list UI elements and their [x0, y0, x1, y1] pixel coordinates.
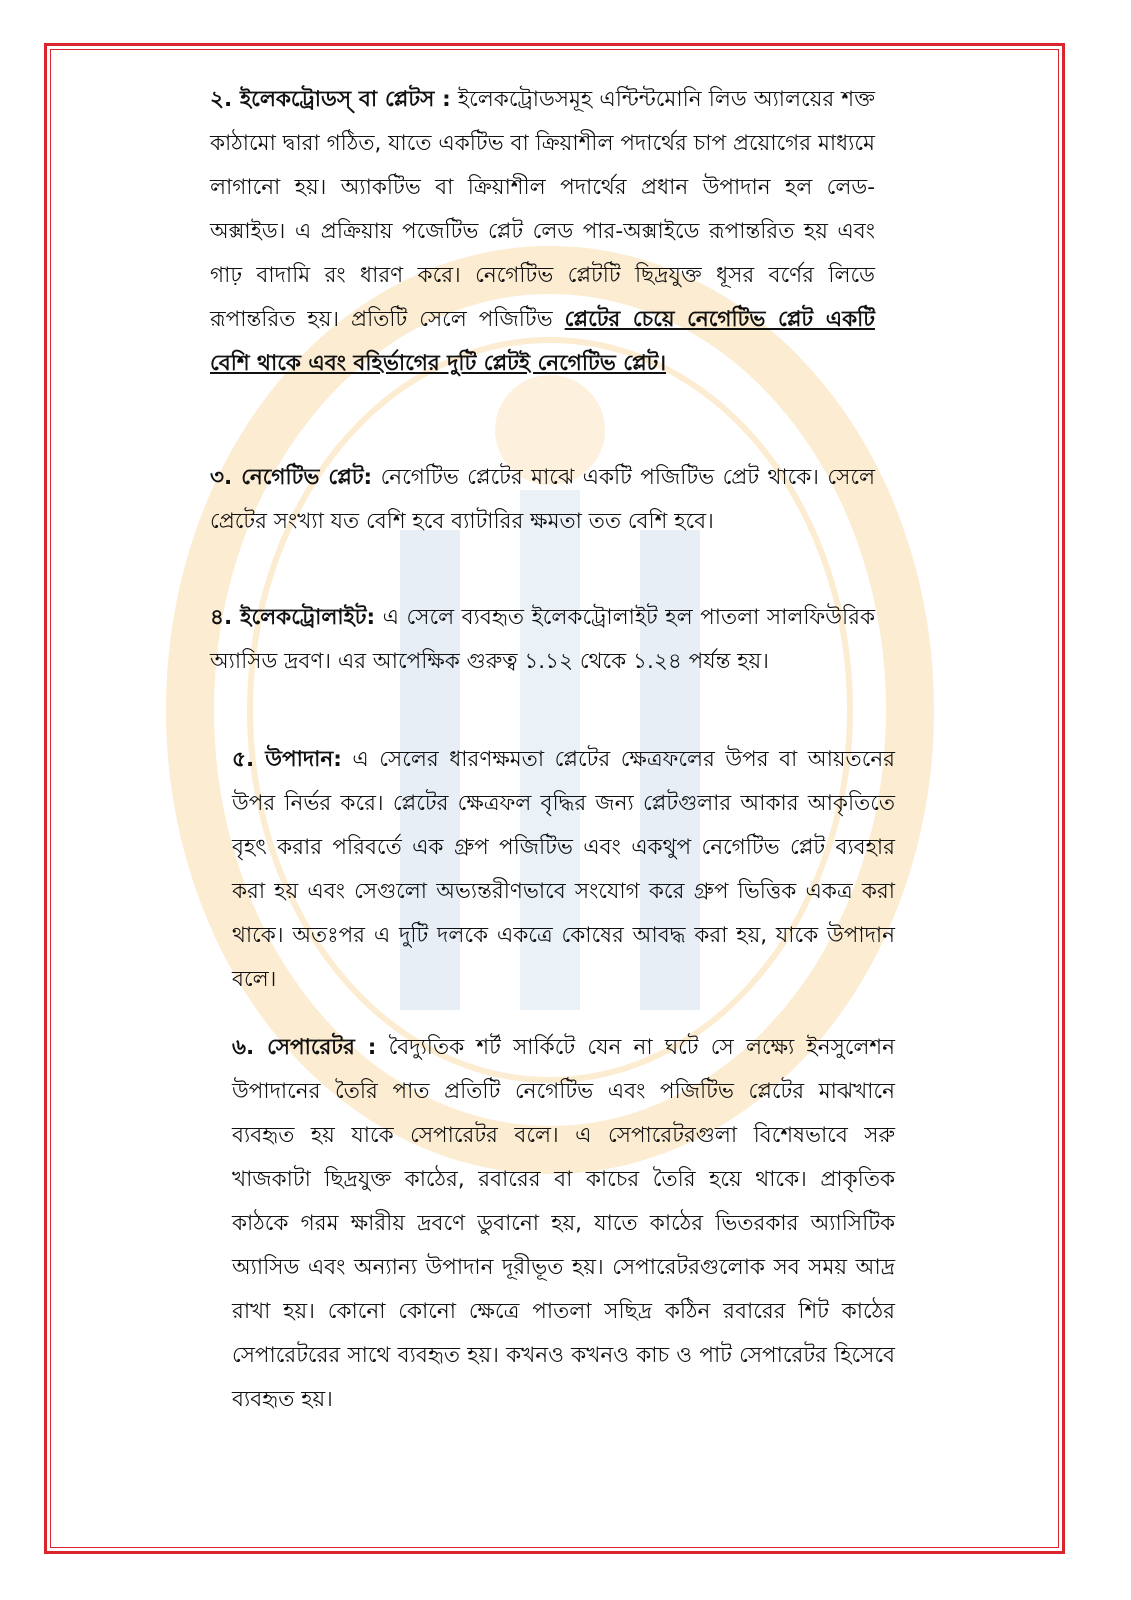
section-heading: ৫. উপাদান:	[232, 747, 342, 772]
section-heading: ২. ইলেকট্রোডস্ বা প্লেটস :	[210, 87, 451, 112]
section-body: এ সেলের ধারণক্ষমতা প্লেটের ক্ষেত্রফলের উপর বা আয়তনের উপর নির্ভর করে। প্লেটের ক্ষেত্রফল বৃদ্ধির জন্য প্লেটগুলার আকার আকৃতিতে বৃহৎ করার পরিবর্তে এক গ্রুপ পজিটিভ এবং একথুপ নেগেটিভ প্লেট ব্যবহার করা হয় এবং সেগুলো অভ্যন্তরীণভাবে সংযোগ করে গ্রুপ ভিত্তিক একত্র করা থাকে। অতঃপর এ দুটি দলকে একত্রে কোষের আবদ্ধ করা হয়, যাকে উপাদান বলে।	[232, 747, 895, 992]
section-separator	[232, 1026, 895, 1422]
section-body: এ সেলে ব্যবহৃত ইলেকট্রোলাইট হল পাতলা সালফিউরিক অ্যাসিড দ্রবণ। এর আপেক্ষিক গুরুত্ব ১.১২ থেকে ১.২৪ পর্যন্ত হয়।	[210, 605, 875, 674]
section-heading: ৬. সেপারেটর :	[232, 1035, 377, 1060]
section-body: নেগেটিভ প্লেটের মাঝে একটি পজিটিভ প্রেট থাকে। সেলে প্রেটের সংখ্যা যত বেশি হবে ব্যাটারির ক্ষমতা তত বেশি হবে।	[210, 465, 875, 534]
section-body: বৈদ্যুতিক শর্ট সার্কিটে যেন না ঘটে সে লক্ষ্যে ইনসুলেশন উপাদানের তৈরি পাত প্রতিটি নেগেটিভ এবং পজিটিভ প্লেটের মাঝখানে ব্যবহৃত হয় যাকে সেপারেটর বলে। এ সেপারেটরগুলা বিশেষভাবে সরু খাজকাটা ছিদ্রযুক্ত কাঠের, রবারের বা কাচের তৈরি হয়ে থাকে। প্রাকৃতিক কাঠকে গরম ক্ষারীয় দ্রবণে ডুবানো হয়, যাতে কাঠের ভিতরকার অ্যাসিটিক অ্যাসিড এবং অন্যান্য উপাদান দূরীভূত হয়। সেপারেটরগুলোক সব সময় আদ্র রাখা হয়। কোনো কোনো ক্ষেত্রে পাতলা সছিদ্র কঠিন রবারের শিট কাঠের সেপারেটরের সাথে ব্যবহৃত হয়। কখনও কখনও কাচ ও পাট সেপারেটর হিসেবে ব্যবহৃত হয়।	[232, 1035, 895, 1412]
section-emphasis: প্লেটের চেয়ে নেগেটিভ প্লেট একটি বেশি থাকে এবং বহির্ভাগের দুটি প্লেটই নেগেটিভ প্লেট।	[210, 307, 875, 376]
section-body: ইলেকট্রোডসমূহ এন্টিন্টমোনি লিড অ্যালয়ের শক্ত কাঠামো দ্বারা গঠিত, যাতে একটিভ বা ক্রিয়াশীল পদার্থের চাপ প্রয়োগের মাধ্যমে লাগানো হয়। অ্যাকটিভ বা ক্রিয়াশীল পদার্থের প্রধান উপাদান হল লেড-অক্সাইড। এ প্রক্রিয়ায় পজেটিভ প্লেট লেড পার-অক্সাইডে রূপান্তরিত হয় এবং গাঢ় বাদামি রং ধারণ করে। নেগেটিভ প্লেটটি ছিদ্রযুক্ত ধূসর বর্ণের লিডে রূপান্তরিত হয়। প্রতিটি সেলে পজিটিভ	[210, 87, 875, 332]
section-element	[232, 738, 895, 1002]
section-heading: ৪. ইলেকট্রোলাইট:	[210, 605, 376, 630]
section-negative-plate	[210, 456, 875, 544]
section-heading: ৩. নেগেটিভ প্লেট:	[210, 465, 373, 490]
section-electrodes	[210, 78, 875, 386]
section-electrolyte	[210, 596, 875, 684]
